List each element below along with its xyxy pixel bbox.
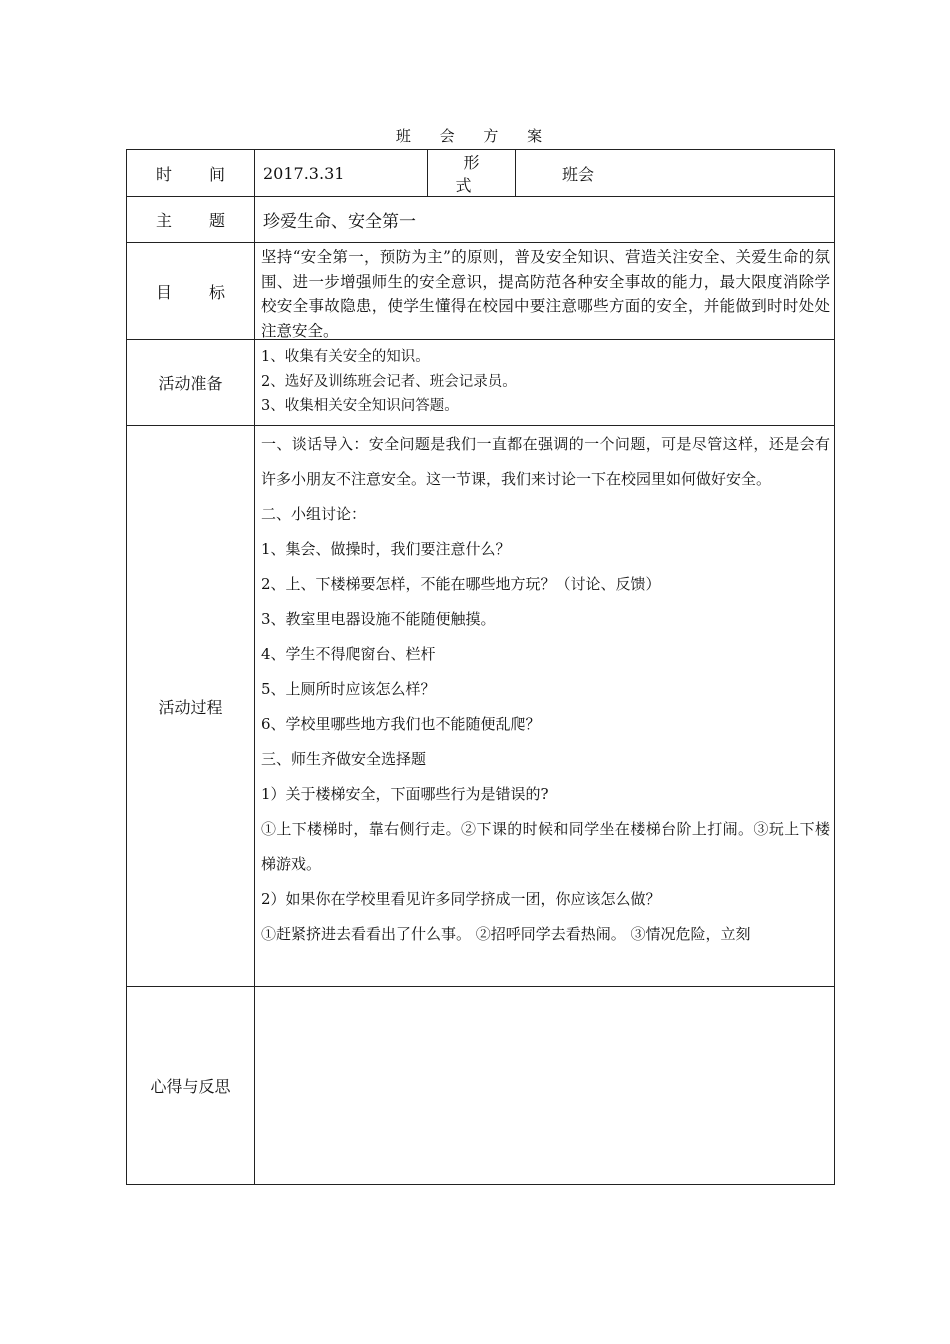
theme-value: 珍爱生命、安全第一: [255, 197, 835, 243]
theme-row: [127, 197, 835, 243]
list-item: 一、谈话导入：安全问题是我们一直都在强调的一个问题，可是尽管这样，还是会有许多小朋友不注意安全。这一节课，我们来讨论一下在校园里如何做好安全。: [261, 435, 830, 488]
reflection-label: 心得与反思: [127, 987, 255, 1185]
list-item: 1、收集有关安全的知识。: [261, 349, 430, 365]
goal-row: [127, 243, 835, 340]
process-row: [127, 426, 835, 987]
list-item: ①赶紧挤进去看看出了什么事。 ②招呼同学去看热闹。 ③情况危险，立刻: [261, 925, 751, 943]
list-item: 5、上厕所时应该怎么样？: [261, 680, 436, 698]
process-cell: [255, 426, 835, 987]
list-item: 2）如果你在学校里看见许多同学挤成一团，你应该怎么做？: [261, 890, 661, 908]
process-label: 活动过程: [127, 426, 255, 987]
goal-text: 坚持“安全第一，预防为主”的原则，普及安全知识、营造关注安全、关爱生命的氛围、进一步增强师生的安全意识，提高防范各种安全事故的能力，最大限度消除学校安全事故隐患，使学生懂得在校园中要注意哪些方面的安全，并能做到时时处处注意安全。: [261, 248, 830, 339]
class-meeting-plan-table: [126, 149, 835, 1185]
preparation-cell: [255, 340, 835, 426]
time-label: 时 间: [127, 150, 255, 197]
theme-label: 主 题: [127, 197, 255, 243]
list-item: 三、师生齐做安全选择题: [261, 750, 427, 768]
preparation-row: [127, 340, 835, 426]
reflection-row: [127, 987, 835, 1185]
preparation-label: 活动准备: [127, 340, 255, 426]
reflection-value: [255, 987, 835, 1185]
process-list: [255, 426, 834, 985]
list-item: ①上下楼梯时，靠右侧行走。②下课的时候和同学坐在楼梯台阶上打闹。③玩上下楼梯游戏。: [261, 820, 830, 873]
list-item: 2、选好及训练班会记者、班会记录员。: [261, 373, 517, 390]
list-item: 1、集会、做操时，我们要注意什么？: [261, 540, 511, 558]
time-value: 2017.3.31: [255, 150, 428, 197]
list-item: 3、收集相关安全知识问答题。: [261, 398, 459, 414]
list-item: 二、小组讨论：: [261, 505, 367, 523]
preparation-list: [255, 340, 834, 419]
goal-label: 目 标: [127, 243, 255, 340]
time-row: [127, 150, 835, 197]
form-value: 班会: [516, 150, 835, 197]
list-item: 1）关于楼梯安全，下面哪些行为是错误的?: [261, 785, 549, 803]
list-item: 4、学生不得爬窗台、栏杆: [261, 645, 436, 663]
goal-cell: [255, 243, 835, 340]
list-item: 3、教室里电器设施不能随便触摸。: [261, 610, 496, 628]
list-item: 6、学校里哪些地方我们也不能随便乱爬？: [261, 715, 541, 733]
form-label: 形 式: [428, 150, 516, 197]
list-item: 2、上、下楼梯要怎样，不能在哪些地方玩？（讨论、反馈）: [261, 575, 661, 593]
document-title: 班 会 方 案: [395, 127, 555, 145]
